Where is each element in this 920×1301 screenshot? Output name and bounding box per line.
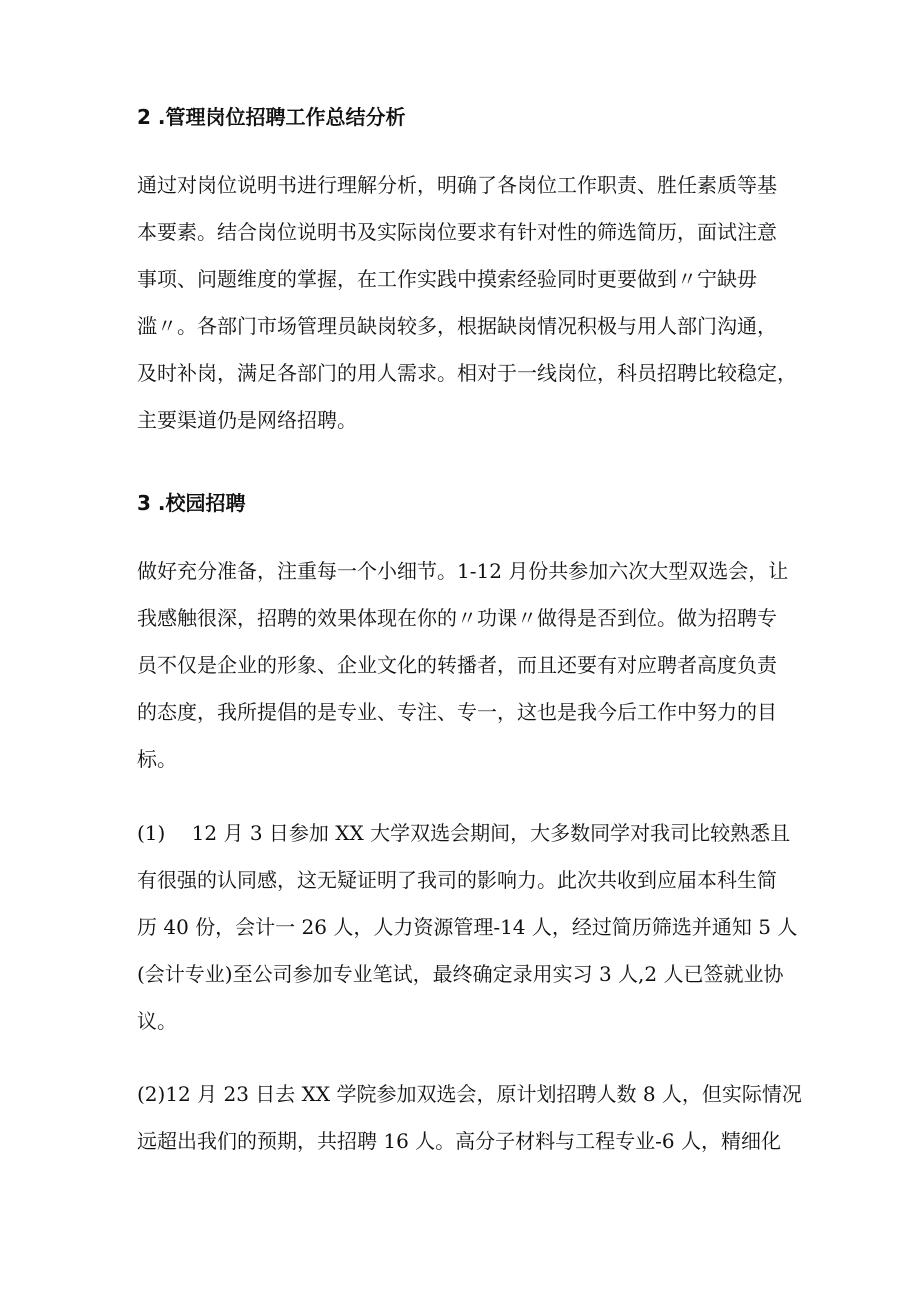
section-3-intro-paragraph bbox=[137, 548, 797, 783]
text-line: (1) 12 月 3 日参加 XX 大学双选会期间，大多数同学对我司比较熟悉且 bbox=[137, 821, 791, 845]
text-line: 议。 bbox=[137, 1009, 177, 1033]
text-line: 标。 bbox=[137, 747, 177, 771]
text-line: 通过对岗位说明书进行理解分析，明确了各岗位工作职责、胜任素质等基 bbox=[137, 173, 777, 197]
list-item-2-paragraph bbox=[137, 1071, 802, 1165]
section-2-heading: 2 .管理岗位招聘工作总结分析 bbox=[137, 105, 406, 129]
text-line: 有很强的认同感，这无疑证明了我司的影响力。此次共收到应届本科生简 bbox=[137, 868, 777, 892]
text-line: 历 40 份，会计一 26 人，人力资源管理-14 人，经过简历筛选并通知 5 人 bbox=[137, 915, 798, 939]
section-2-paragraph bbox=[137, 162, 797, 444]
text-line: 主要渠道仍是网络招聘。 bbox=[137, 408, 357, 432]
text-line: 本要素。结合岗位说明书及实际岗位要求有针对性的筛选简历，面试注意 bbox=[137, 220, 777, 244]
text-line: 员不仅是企业的形象、企业文化的转播者，而且还要有对应聘者高度负责 bbox=[137, 653, 777, 677]
text-line: 做好充分准备，注重每一个小细节。1-12 月份共参加六次大型双选会，让 bbox=[137, 559, 789, 583]
text-line: (会计专业)至公司参加专业笔试，最终确定录用实习 3 人,2 人已签就业协 bbox=[137, 962, 784, 986]
text-line: 远超出我们的预期，共招聘 16 人。高分子材料与工程专业-6 人，精细化 bbox=[137, 1129, 782, 1153]
text-line: 我感触很深，招聘的效果体现在你的〃功课〃做得是否到位。做为招聘专 bbox=[137, 606, 777, 630]
text-line: 及时补岗，满足各部门的用人需求。相对于一线岗位，科员招聘比较稳定， bbox=[137, 361, 797, 385]
section-3-heading: 3 .校园招聘 bbox=[137, 491, 246, 515]
text-line: 的态度，我所提倡的是专业、专注、专一，这也是我今后工作中努力的目 bbox=[137, 700, 777, 724]
text-line: (2)12 月 23 日去 XX 学院参加双选会，原计划招聘人数 8 人，但实际情况 bbox=[137, 1082, 802, 1106]
list-item-1-paragraph bbox=[137, 810, 797, 1045]
text-line: 事项、问题维度的掌握，在工作实践中摸索经验同时更要做到〃宁缺毋 bbox=[137, 267, 757, 291]
text-line: 滥〃。各部门市场管理员缺岗较多，根据缺岗情况积极与用人部门沟通， bbox=[137, 314, 777, 338]
